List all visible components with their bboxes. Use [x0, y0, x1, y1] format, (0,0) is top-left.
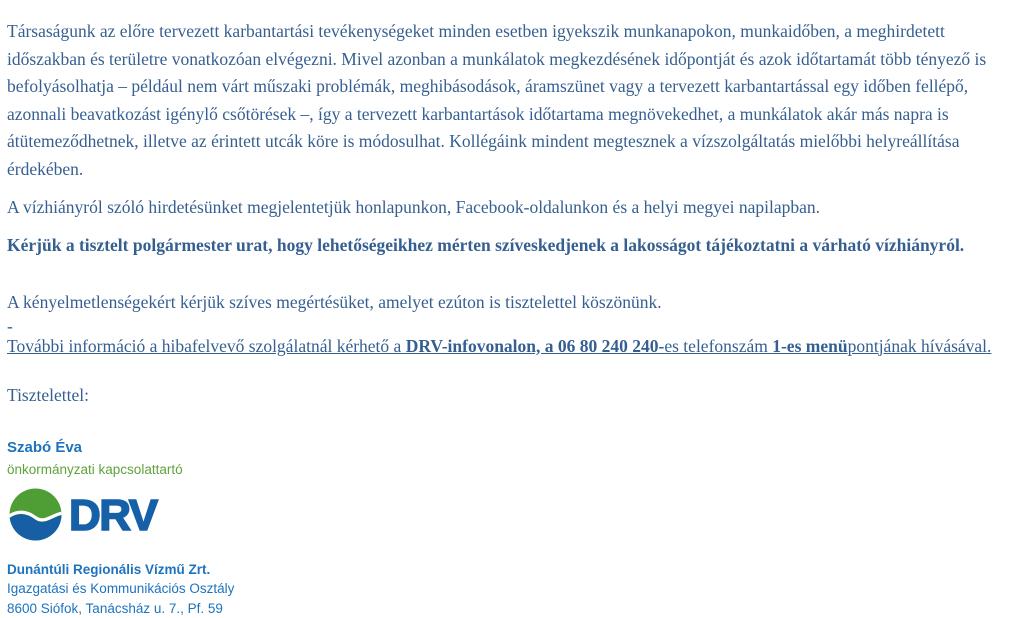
water-drop-circle-icon — [9, 488, 63, 543]
footer-company-info — [7, 560, 1016, 618]
paragraph-request-bold: Kérjük a tisztelt polgármester urat, hogy lehetőségeikhez mérten szíveskedjenek a lakosságot tájékoztatni a várható vízhiányról. — [7, 232, 1016, 260]
footer-company-name: Dunántúli Regionális Vízmű Zrt. — [7, 560, 1016, 580]
paragraph-announcement: A vízhiányról szóló hirdetésünket megjelentetjük honlapunkon, Facebook-oldalunkon és a helyi megyei napilapban. — [7, 194, 1016, 222]
signature-title: önkormányzati kapcsolattartó — [7, 461, 1016, 478]
info-segment: További információ a hibafelvevő szolgálatnál kérhető a — [7, 336, 406, 356]
paragraph-apology: A kényelmetlenségekért kérjük szíves megértésüket, amelyet ezúton is tisztelettel köszönünk. — [7, 289, 1016, 317]
info-line — [7, 333, 1016, 361]
dash-line: - — [7, 319, 1016, 333]
drv-logo-graphic — [9, 486, 174, 543]
signature-block — [7, 439, 1016, 478]
drv-logo — [9, 486, 1016, 543]
info-segment-bold: DRV-infovonalon, a 06 80 240 240- — [406, 336, 665, 356]
signature-name: Szabó Éva — [7, 439, 1016, 457]
info-segment-bold: 1-es menü — [772, 336, 847, 356]
paragraph-maintenance: Társaságunk az előre tervezett karbantartási tevékenységeket minden esetben igyekszik munkanapokon, munkaidőben, a meghirdetett időszakban és területre vonatkozóan elvégezni. Mivel azonban a munkálatok megkezdésének időpontját és azok időtartamát több tényező is befolyásolhatja – például nem várt műszaki problémák, meghibásodások, áramszünet vagy a tervezett karbantartással egy időben fellépő, azonnali beavatkozást igénylő csőtörések –, így a tervezett karbantartások időtartama megnövekedhet, a munkálatok akár más napra is átütemeződhetnek, illetve az érintett utcák köre is módosulhat. Kollégáink mindent megtesznek a vízszolgáltatás mielőbbi helyreállítása érdekében. — [7, 18, 1016, 184]
info-segment: es telefonszám — [664, 336, 772, 356]
footer-address: 8600 Siófok, Tanácsház u. 7., Pf. 59 — [7, 599, 1016, 618]
closing-salutation: Tisztelettel: — [7, 382, 1016, 410]
drv-wordmark: DRV — [69, 491, 159, 540]
footer-department: Igazgatási és Kommunikációs Osztály — [7, 579, 1016, 599]
info-segment: pontjának hívásával. — [848, 336, 992, 356]
